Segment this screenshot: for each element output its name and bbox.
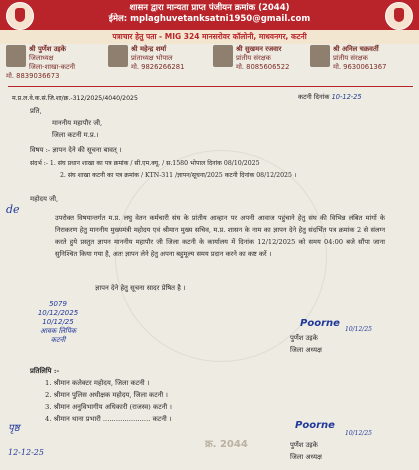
stamp-line: कटनी [50,336,66,344]
left-emblem-icon [6,2,34,30]
officer-4-mobile: मो. 9630061367 [333,63,387,71]
copy-item: 1. श्रीमान कलेक्टर महोदय, जिला कटनी । [45,379,150,387]
signer-2-role: जिला अध्यक्ष [290,453,322,461]
copy-label: प्रतिलिपि :- [30,367,60,375]
signature-2-date: 10/12/25 [345,430,372,437]
bottom-note-2: 12-12-25 [8,448,44,457]
officer-2-mobile: मो. 9826266281 [131,63,185,71]
letter-date [298,92,362,101]
officer-1-mobile: मो. 8839036673 [6,72,60,80]
letterhead-address: पत्राचार हेतु पता - MIG 324 मानसरोवर कॉलोनी, माधवनगर, कटनी [0,30,419,44]
officer-3-title: प्रांतीय संरक्षक [236,54,271,62]
letterhead-banner [0,0,419,30]
officer-2-name: श्री महेन्द्र शर्मा [131,45,167,53]
date-label: कटनी दिनांक [298,93,330,101]
signer-2-name: पुर्णेश उइके [290,441,318,449]
recipient-line-2: जिला कटनी म.प्र.। [52,131,99,139]
margin-note: de [6,203,20,216]
header-divider [8,86,413,87]
salutation: महोदय जी, [30,195,59,203]
signature-1-date: 10/12/25 [345,326,372,333]
signer-1-role: जिला अध्यक्ष [290,346,322,354]
letterhead-email: ईमेल: mplaghuvetanksatni1950@gmail.com [108,14,311,24]
reference-2: 2. संघ शाखा कटनी का पत्र क्रमांक / KTN-311 /ज्ञापन/सूचना/2025 कटनी दिनांक 08/12/2025 । [60,172,297,179]
date-value: 10-12-25 [331,93,362,101]
copy-item: 3. श्रीमान अनुविभागीय अधिकारी (राजस्व) कटनी । [45,403,172,411]
reference-1: संदर्भ :- 1. संघ प्रधान शाखा का पत्र क्रमांक / सी.एम.क्यू. / स.1580 भोपाल दिनांक 08/10/2025 [30,160,260,167]
closing-line: ज्ञापन देने हेतु सूचना सादर प्रेषित है । [95,284,186,292]
stamp-line: 10/12/25 [42,318,74,326]
officer-3-mobile: मो. 8085606522 [236,63,290,71]
bottom-note-1: पृष्ठ [8,423,20,434]
officer-1-title: जिलाध्यक्ष [29,54,54,62]
officer-2-photo [108,45,128,67]
officer-4-photo [310,45,330,67]
stamp-line: 10/12/2025 [37,309,79,317]
watermark-text: क्र. 2044 [205,439,248,450]
officer-3-photo [213,45,233,67]
officer-1-district: जिला-शाखा-कटनी [29,63,75,71]
signature-2: Poorne [295,420,335,431]
officer-1-name: श्री पुर्णेश उइके [29,45,66,53]
stamp-line: आवक लिपिक [39,327,77,335]
officer-4-title: प्रांतीय संरक्षक [333,54,368,62]
officer-4-name: श्री अनिल चक्रवर्ती [333,45,379,53]
right-emblem-icon [385,2,413,30]
letterhead-line-1: शासन द्वारा मान्यता प्राप्त पंजीयन क्रमांक (2044) [129,3,290,13]
prati: प्रति, [30,107,42,115]
officer-3-name: श्री सुखमन रजवार [236,45,282,53]
officer-4 [310,45,410,72]
reference-number: म.प्र.ल.वे.क.सं.जि.शा/क्र.-312/2025/4040/2025 [12,95,138,102]
officer-2-title: प्रांताध्यक्ष भोपाल [131,54,173,62]
subject-line: विषय :- ज्ञापन देने की सूचना बावत् । [30,146,122,154]
copy-item: 2. श्रीमान पुलिस अधीक्षक महोदय, जिला कटनी । [45,391,168,399]
letter-body: उपरोक्त विषयान्तर्गत म.प्र. लघु वेतन कर्मचारी संघ के प्रांतीय आव्हान पर अपनी आवाज पहुंचाने हेतु संघ की विभिन्न लंबित मांगों के निराकरण हेतु माननीय मुख्यमंत्री महोदय एवं श्रीमान मुख्य सचिव, म.प्र. शासन के नाम का ज्ञापन देने हेतु संदर्भित पत्र क्रमांक 2 से संलग्न करते हुये प्रस्तुत ज्ञापन माननीय महापौर जी जिला कटनी के कार्यालय में दिनांक 12/12/2025 को समय 04:00 बजे सौंपा जाना सुनिश्चित किया गया है, अतः ज्ञापन लेने हेतु अपना बहुमूल्य समय प्रदान करने का कष्ट करें । [55,214,385,258]
copy-item: 4. श्रीमान थाना प्रभारी ...................... कटनी । [45,415,172,423]
stamp-line: 5079 [49,300,67,308]
receipt-stamp [27,300,89,360]
recipient-line-1: माननीय महापौर जी, [52,119,103,127]
signer-1-name: पुर्णेश उइके [290,334,318,342]
officer-1 [6,45,106,81]
officer-3 [213,45,313,72]
officer-1-photo [6,45,26,67]
signature-1: Poorne [300,318,340,329]
officer-2 [108,45,208,72]
